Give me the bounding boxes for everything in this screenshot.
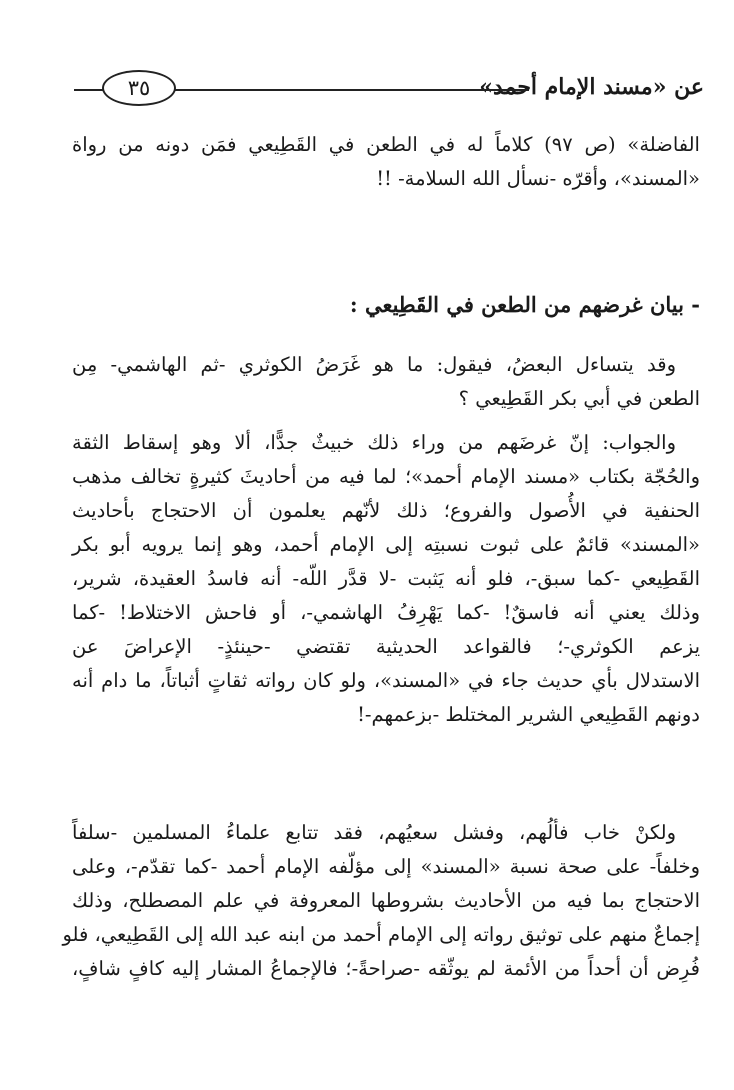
text-line: الاحتجاج بما فيه من الأحاديث بشروطها المعروفة في علم المصطلح، وذلك <box>72 889 700 912</box>
text-line: الطعن في أبي بكر القَطِيعي ؟ <box>458 387 700 410</box>
text-line: إجماعٌ منهم على توثيق رواته إلى الإمام أحمد من ابنه عبد الله إلى القَطِيعي، فلو <box>62 923 700 946</box>
text-line: فُرِض أن أحداً من الأئمة لم يوثّقه -صراحةً-؛ فالإجماعُ المشار إليه كافٍ شافٍ، <box>72 957 700 980</box>
text-line: وقد يتساءل البعضُ، فيقول: ما هو غَرَضُ الكوثري -ثم الهاشمي- مِن <box>72 353 676 376</box>
text-line: وخلفاً- على صحة نسبة «المسند» إلى مؤلّفه الإمام أحمد -كما تقدّم-، وعلى <box>72 855 700 878</box>
text-line: القَطِيعي -كما سبق-، فلو أنه يَثبت -لا قدَّر اللّه- أنه فاسدُ العقيدة، شرير، <box>72 567 700 590</box>
text-line: «المسند» قائمٌ على ثبوت نسبتِه إلى الإمام أحمد، وهو إنما يرويه أبو بكر <box>72 533 700 556</box>
section-heading: - بيان غرضهم من الطعن في القَطِيعي : <box>349 292 700 317</box>
text-line: ولكنْ خاب فألُهم، وفشل سعيُهم، فقد تتابع علماءُ المسلمين -سلفاً <box>72 821 676 844</box>
paragraph-3 <box>72 426 700 732</box>
running-header <box>74 70 704 110</box>
text-line: دونهم القَطِيعي الشرير المختلط -بزعمهم-! <box>357 703 700 726</box>
text-line: الاستدلال بأي حديث جاء في «المسند»، ولو كان رواته ثقاتٍ أثباتاً، ما دام أنه <box>72 669 700 692</box>
running-header-title: عن «مسند الإمام أحمد» <box>479 74 704 100</box>
text-line: والجواب: إنّ غرضَهم من وراء ذلك خبيثٌ جدًّا، ألا وهو إسقاط الثقة <box>72 431 676 454</box>
paragraph-4 <box>62 816 700 986</box>
page-number: ٣٥ <box>102 70 176 106</box>
text-line: «المسند»، وأقرّه -نسأل الله السلامة- !! <box>376 167 700 190</box>
text-line: والحُجّة بكتاب «مسند الإمام أحمد»؛ لما فيه من أحاديثَ كثيرةٍ تخالف مذهب <box>72 465 700 488</box>
header-rule-right <box>174 89 529 91</box>
text-line: يزعم الكوثري-؛ فالقواعد الحديثية تقتضي -حينئذٍ- الإعراضَ عن <box>72 635 700 658</box>
text-line: الحنفية في الأُصول والفروع؛ ذلك لأنّهم يعلمون أن الاحتجاج بأحاديث <box>72 499 700 522</box>
header-rule-left <box>74 89 104 91</box>
text-line: الفاضلة» (ص ٩٧) كلاماً له في الطعن في القَطِيعي فمَن دونه من رواة <box>72 133 700 156</box>
paragraph-1 <box>72 128 700 196</box>
paragraph-2 <box>72 348 700 416</box>
text-line: وذلك يعني أنه فاسقٌ! -كما يَهْرِفُ الهاشمي-، أو فاحش الاختلاط! -كما <box>72 601 700 624</box>
